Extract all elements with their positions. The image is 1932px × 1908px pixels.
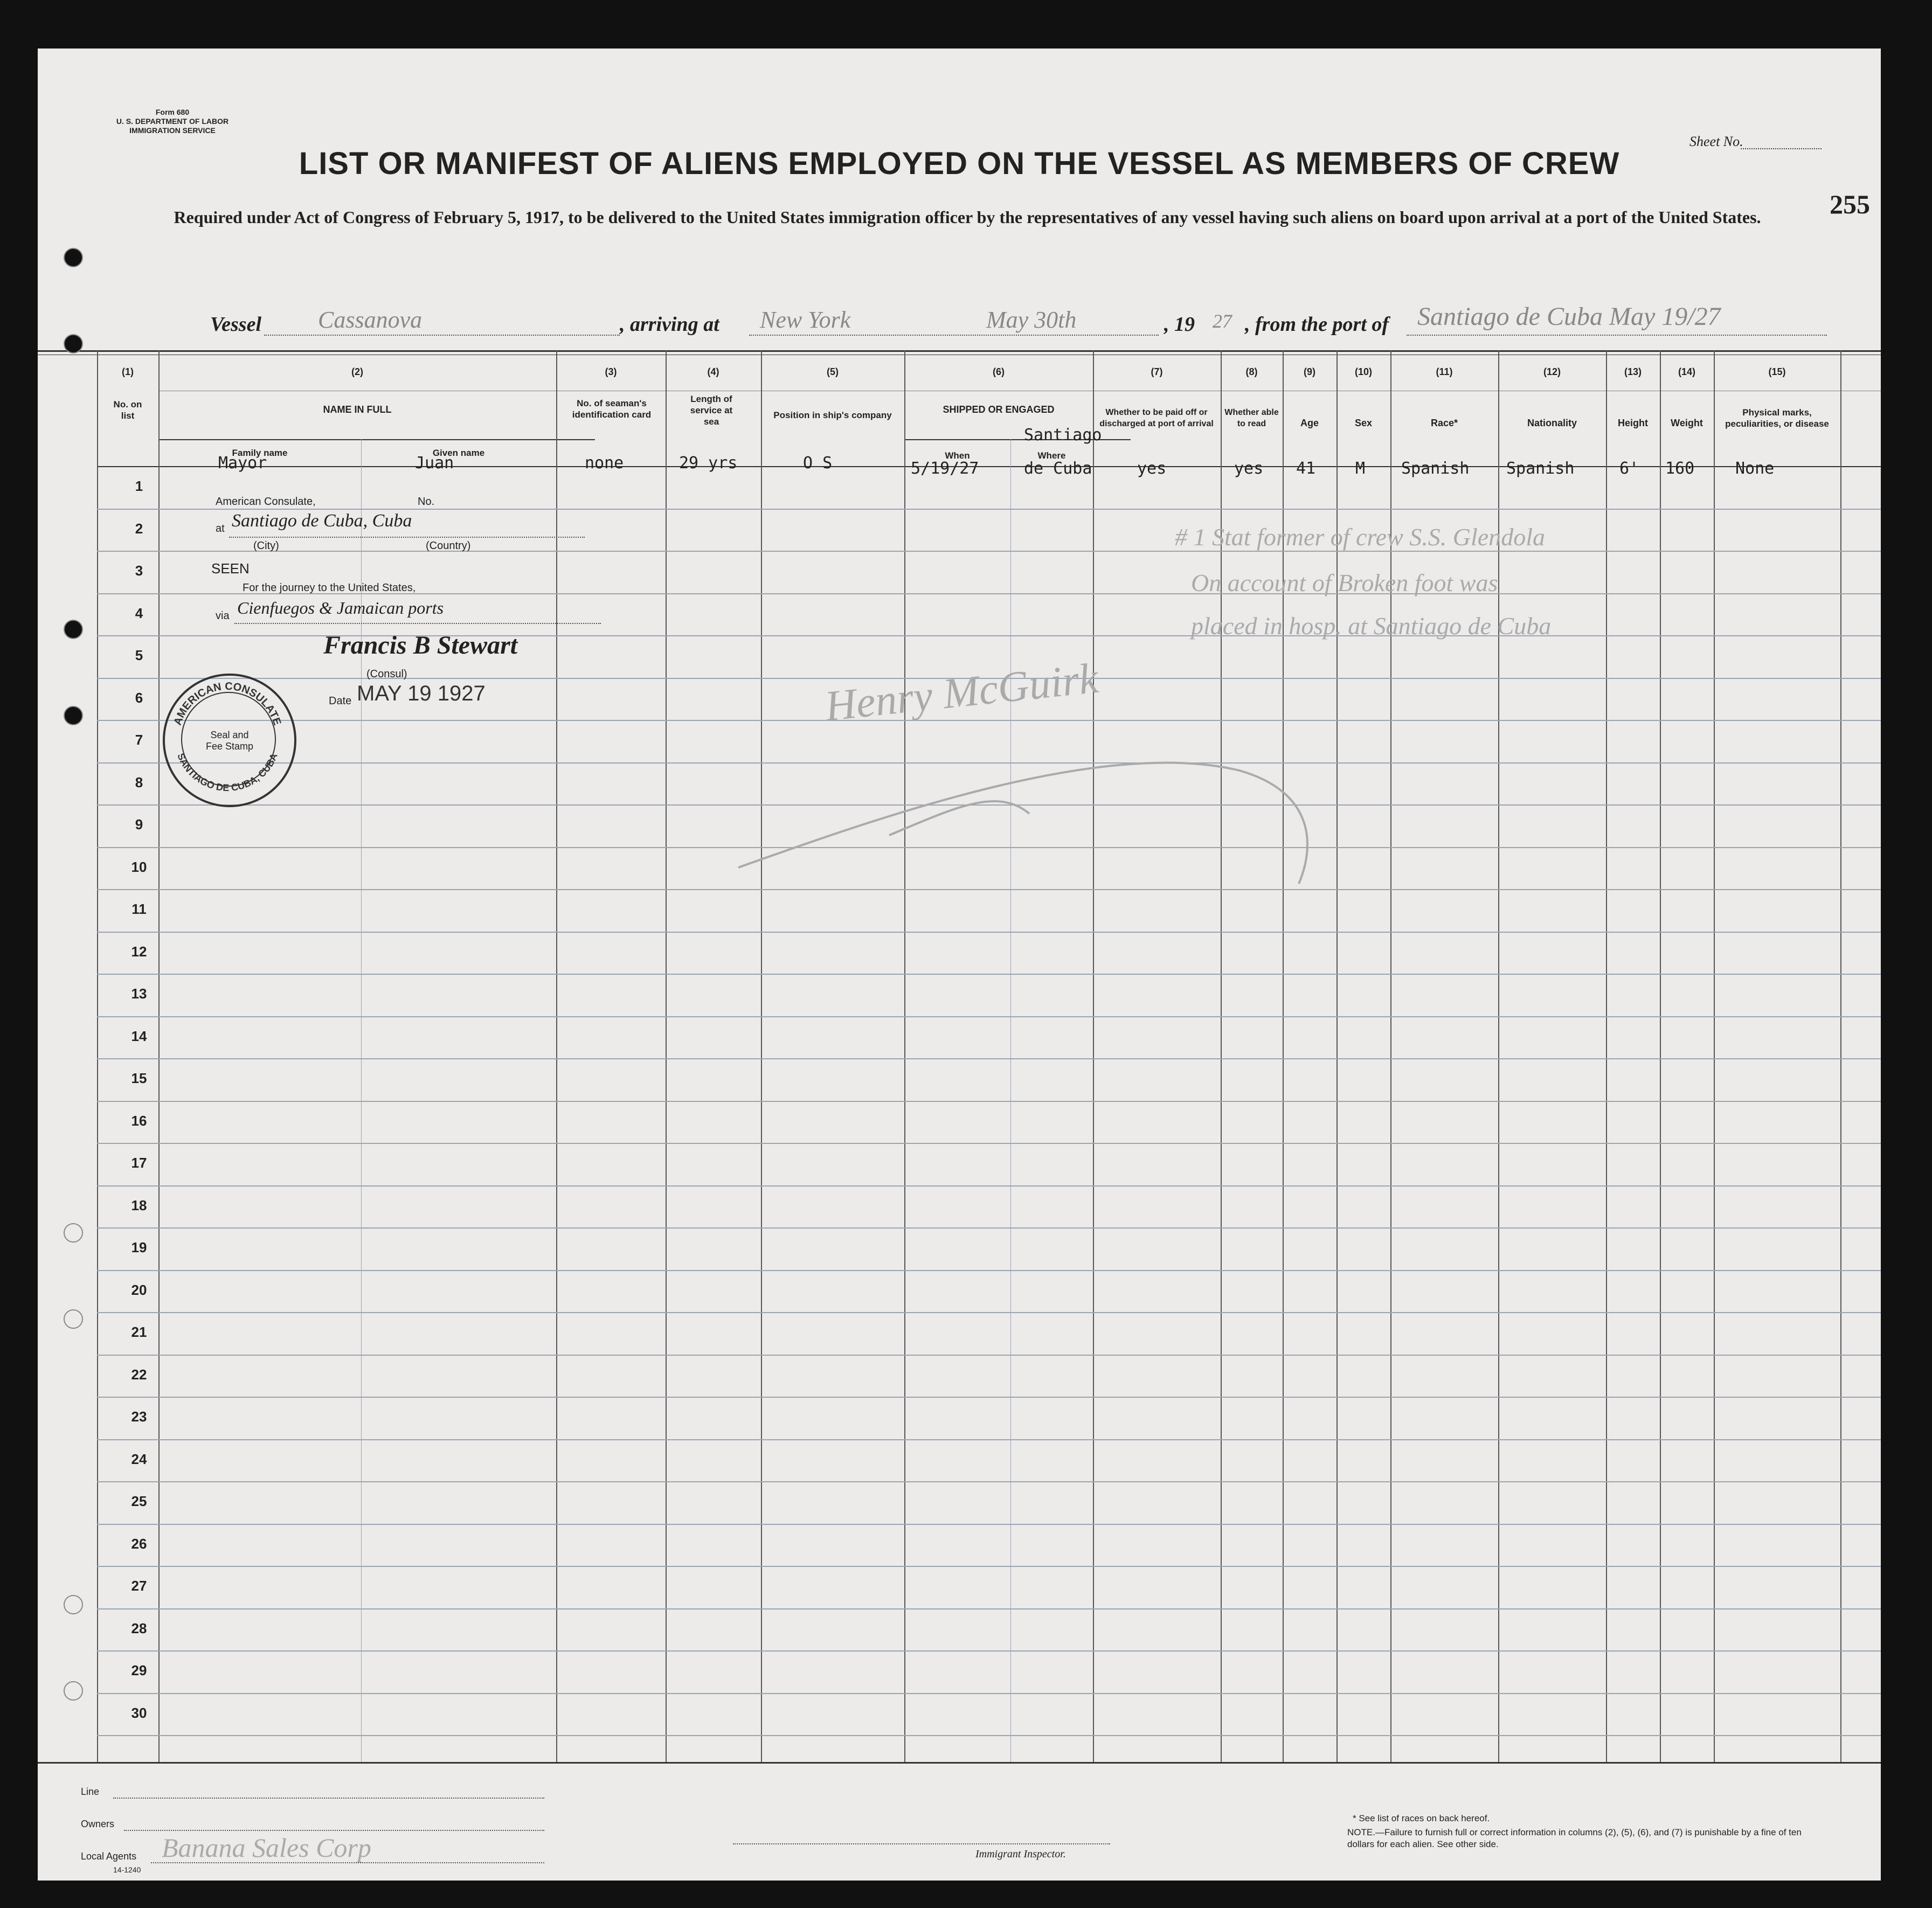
col-divider-4	[761, 350, 762, 1762]
signature-flourish	[728, 706, 1331, 932]
row-rule	[97, 1101, 1881, 1102]
footer-line-field	[113, 1797, 544, 1799]
entry-id-card: none	[585, 454, 624, 473]
via-value: Cienfuegos & Jamaican ports	[237, 598, 444, 618]
row-number: 10	[131, 858, 147, 875]
from-port-label: , from the port of	[1245, 313, 1389, 336]
page-subtitle: Required under Act of Congress of February 5, 1917, to be delivered to the United States immigration officer by the representatives of any vessel having such aliens on board upon arrival at a port of the United States.	[174, 207, 1761, 227]
seal-center-text: Seal and Fee Stamp	[205, 730, 254, 752]
consulate-at-label: at	[216, 523, 225, 535]
entry-given-name: Juan	[415, 454, 454, 473]
punch-hole	[64, 1595, 83, 1614]
consulate-no-label: No.	[418, 496, 435, 508]
punch-hole	[64, 706, 83, 725]
col6-number: (6)	[993, 366, 1005, 377]
row-rule	[97, 1227, 1881, 1229]
row-number: 22	[131, 1366, 147, 1383]
vessel-value: Cassanova	[318, 307, 423, 333]
date-label: Date	[329, 695, 352, 707]
col9-label: Age	[1300, 418, 1319, 428]
row-rule	[97, 1735, 1881, 1736]
row-rule	[97, 1058, 1881, 1059]
inspector-signature: Henry McGuirk	[822, 654, 1100, 731]
col-divider-15	[1840, 350, 1841, 1762]
col-divider-9	[1337, 350, 1338, 1762]
consul-signature: Francis B Stewart	[323, 631, 518, 660]
footer-line-label: Line	[81, 1786, 100, 1797]
col1-number: (1)	[122, 366, 134, 377]
col-divider-11	[1498, 350, 1499, 1762]
entry-where-1: Santiago	[1024, 426, 1102, 445]
via-line	[234, 622, 601, 624]
row-number: 13	[131, 986, 147, 1002]
row-number: 1	[135, 478, 143, 494]
col3-label: No. of seaman's identification card	[572, 398, 652, 420]
col5-label: Position in ship's company	[773, 410, 892, 420]
footer-owners-field	[124, 1829, 544, 1831]
races-note: * See list of races on back hereof.	[1353, 1813, 1490, 1823]
col1-label: No. on list	[113, 399, 142, 421]
col6-label: SHIPPED OR ENGAGED	[943, 404, 1055, 415]
header-bottom-rule	[97, 466, 1881, 467]
col-divider-6	[1093, 350, 1094, 1762]
consulate-date-stamp: MAY 19 1927	[357, 682, 486, 705]
footer-owners-label: Owners	[81, 1819, 115, 1829]
department-name: U. S. DEPARTMENT OF LABOR	[116, 117, 229, 126]
entry-nationality: Spanish	[1506, 459, 1575, 478]
punch-hole	[64, 1223, 83, 1243]
col13-label: Height	[1618, 418, 1648, 428]
row-number: 11	[131, 901, 147, 917]
row-rule	[97, 509, 1881, 510]
row-number: 14	[131, 1028, 147, 1044]
row-number: 25	[131, 1493, 147, 1509]
row-rule	[97, 1439, 1881, 1440]
arriving-label: , arriving at	[620, 313, 719, 336]
punch-hole	[64, 1681, 83, 1701]
col-divider-10	[1390, 350, 1391, 1762]
consulate-at-value: Santiago de Cuba, Cuba	[232, 511, 412, 531]
col6-when-label: When	[945, 450, 970, 461]
entry-position: O S	[803, 454, 833, 473]
manifest-sheet	[38, 48, 1881, 1881]
seen-label: SEEN	[211, 560, 250, 577]
year-value: 27	[1213, 310, 1232, 332]
entry-where-2: de Cuba	[1024, 459, 1092, 478]
row-rule	[97, 1270, 1881, 1271]
entry-read: yes	[1234, 459, 1264, 478]
row-number: 6	[135, 689, 143, 706]
arriving-field-line	[749, 334, 1159, 336]
service-name: IMMIGRATION SERVICE	[129, 126, 216, 135]
footer-agents-field	[151, 1862, 544, 1863]
form-identifier	[102, 108, 243, 135]
col7-number: (7)	[1151, 366, 1163, 377]
row-number: 15	[131, 1070, 147, 1086]
arriving-value: New York	[760, 307, 851, 333]
page-title: LIST OR MANIFEST OF ALIENS EMPLOYED ON THE VESSEL AS MEMBERS OF CREW	[299, 146, 1620, 181]
col9-number: (9)	[1304, 366, 1315, 377]
entry-sex: M	[1355, 459, 1366, 478]
row-rule	[97, 1185, 1881, 1187]
col-divider-12	[1606, 350, 1607, 1762]
entry-race: Spanish	[1401, 459, 1470, 478]
row-number: 21	[131, 1324, 147, 1340]
inspector-label: Immigrant Inspector.	[975, 1848, 1066, 1860]
row-rule	[97, 1355, 1881, 1356]
table-top-rule	[38, 350, 1881, 352]
col11-number: (11)	[1436, 366, 1453, 377]
row-number: 7	[135, 732, 143, 748]
from-port-value: Santiago de Cuba May 19/27	[1417, 302, 1721, 331]
col12-number: (12)	[1543, 366, 1561, 377]
col4-label: Length of service at sea	[690, 394, 733, 427]
entry-when: 5/19/27	[911, 459, 979, 478]
col7-label: Whether to be paid off or discharged at port of arrival	[1099, 408, 1214, 428]
entry-family-name: Mayor	[218, 454, 267, 473]
row-rule	[97, 1693, 1881, 1694]
row-number: 29	[131, 1662, 147, 1678]
inspector-signature-line	[733, 1843, 1110, 1844]
col12-label: Nationality	[1527, 418, 1577, 428]
row-rule	[97, 1650, 1881, 1652]
vessel-label: Vessel	[210, 313, 261, 336]
consul-label: (Consul)	[366, 668, 407, 680]
punch-hole	[64, 334, 83, 353]
city-label: (City)	[253, 540, 279, 552]
col2-family-label: Family name	[232, 448, 288, 458]
vessel-field-line	[264, 334, 620, 336]
row-number: 27	[131, 1578, 147, 1594]
page-number: 255	[1830, 189, 1870, 219]
row-number: 12	[131, 943, 147, 960]
col-divider-8	[1283, 350, 1284, 1762]
row-number: 24	[131, 1451, 147, 1467]
col15-label: Physical marks, peculiarities, or disease	[1725, 407, 1829, 429]
seal-bottom-text: SANTIAGO DE CUBA, CUBA	[175, 752, 280, 794]
col4-number: (4)	[707, 366, 719, 377]
row-rule	[97, 1608, 1881, 1609]
row-number: 19	[131, 1239, 147, 1255]
col8-label: Whether able to read	[1224, 408, 1279, 428]
row-rule	[97, 1566, 1881, 1567]
col11-label: Race*	[1430, 418, 1458, 428]
via-label: via	[216, 610, 230, 622]
footer-agents-label: Local Agents	[81, 1851, 137, 1862]
row-rule	[97, 1481, 1881, 1482]
col2-label: NAME IN FULL	[323, 404, 392, 415]
punch-hole	[64, 620, 83, 639]
punch-hole	[64, 248, 83, 267]
row-number: 17	[131, 1155, 147, 1171]
penalty-note: NOTE.—Failure to furnish full or correct information in columns (2), (5), (6), and (7) is punishable by a fine of ten dollars for each alien. See other side.	[1347, 1827, 1802, 1849]
year-prefix: , 19	[1164, 313, 1195, 336]
col14-number: (14)	[1678, 366, 1695, 377]
annotation-line-2: On account of Broken foot was	[1191, 569, 1498, 596]
seal-top-text: AMERICAN CONSULATE	[171, 680, 283, 727]
col-divider-2	[556, 350, 557, 1762]
row-number: 26	[131, 1535, 147, 1552]
col2-given-label: Given name	[432, 448, 485, 458]
row-rule	[97, 1524, 1881, 1525]
entry-paid-off: yes	[1137, 459, 1167, 478]
col13-number: (13)	[1624, 366, 1642, 377]
country-label: (Country)	[426, 540, 471, 552]
footer-form-code: 14-1240	[113, 1865, 141, 1874]
table-bottom-rule	[38, 1762, 1881, 1764]
entry-weight: 160	[1665, 459, 1695, 478]
row-rule	[97, 1016, 1881, 1017]
col8-number: (8)	[1245, 366, 1258, 377]
row-number: 4	[135, 605, 143, 621]
row-number: 3	[135, 563, 143, 579]
footer-agents-value: Banana Sales Corp	[162, 1833, 371, 1863]
col3-number: (3)	[605, 366, 617, 377]
row-number: 20	[131, 1281, 147, 1298]
row-number: 5	[135, 647, 143, 663]
row-rule	[97, 551, 1881, 552]
row-rule	[97, 1143, 1881, 1144]
col2-number: (2)	[351, 366, 363, 377]
row-number: 30	[131, 1704, 147, 1721]
row-number: 9	[135, 816, 143, 832]
name-header-rule	[158, 439, 595, 440]
col10-label: Sex	[1354, 418, 1373, 428]
row-rule	[97, 1397, 1881, 1398]
from-port-field-line	[1407, 334, 1827, 336]
row-rule	[97, 974, 1881, 975]
col15-number: (15)	[1768, 366, 1786, 377]
consulate-label: American Consulate,	[216, 496, 316, 508]
annotation-line-1: # 1 Stat former of crew S.S. Glendola	[1175, 523, 1545, 551]
row-number: 28	[131, 1620, 147, 1636]
row-rule	[97, 1312, 1881, 1313]
form-number: Form 680	[155, 108, 190, 116]
row-number: 16	[131, 1112, 147, 1129]
col14-label: Weight	[1671, 418, 1703, 428]
col-divider-13	[1660, 350, 1661, 1762]
col-divider-7	[1221, 350, 1222, 1762]
consulate-at-line	[229, 536, 585, 538]
col-divider-3	[666, 350, 667, 1762]
col5-number: (5)	[827, 366, 839, 377]
punch-hole	[64, 1309, 83, 1329]
sheet-no-label: Sheet No.	[1689, 134, 1743, 149]
consulate-seal	[163, 674, 296, 807]
row-number: 8	[135, 774, 143, 790]
entry-height: 6'	[1619, 459, 1639, 478]
annotation-line-3: placed in hosp. at Santiago de Cuba	[1191, 612, 1552, 640]
col-divider-14	[1714, 350, 1715, 1762]
arrival-date-value: May 30th	[986, 307, 1077, 333]
journey-text: For the journey to the United States,	[243, 582, 416, 594]
entry-age: 41	[1296, 459, 1316, 478]
row-number: 23	[131, 1409, 147, 1425]
row-number: 2	[135, 520, 143, 537]
row-number: 18	[131, 1197, 147, 1213]
table-left-border	[97, 350, 98, 1762]
col10-number: (10)	[1354, 366, 1372, 377]
entry-service: 29 yrs	[679, 454, 738, 473]
col6-where-label: Where	[1037, 450, 1066, 461]
col-divider-5	[904, 350, 905, 1762]
entry-marks: None	[1735, 459, 1775, 478]
